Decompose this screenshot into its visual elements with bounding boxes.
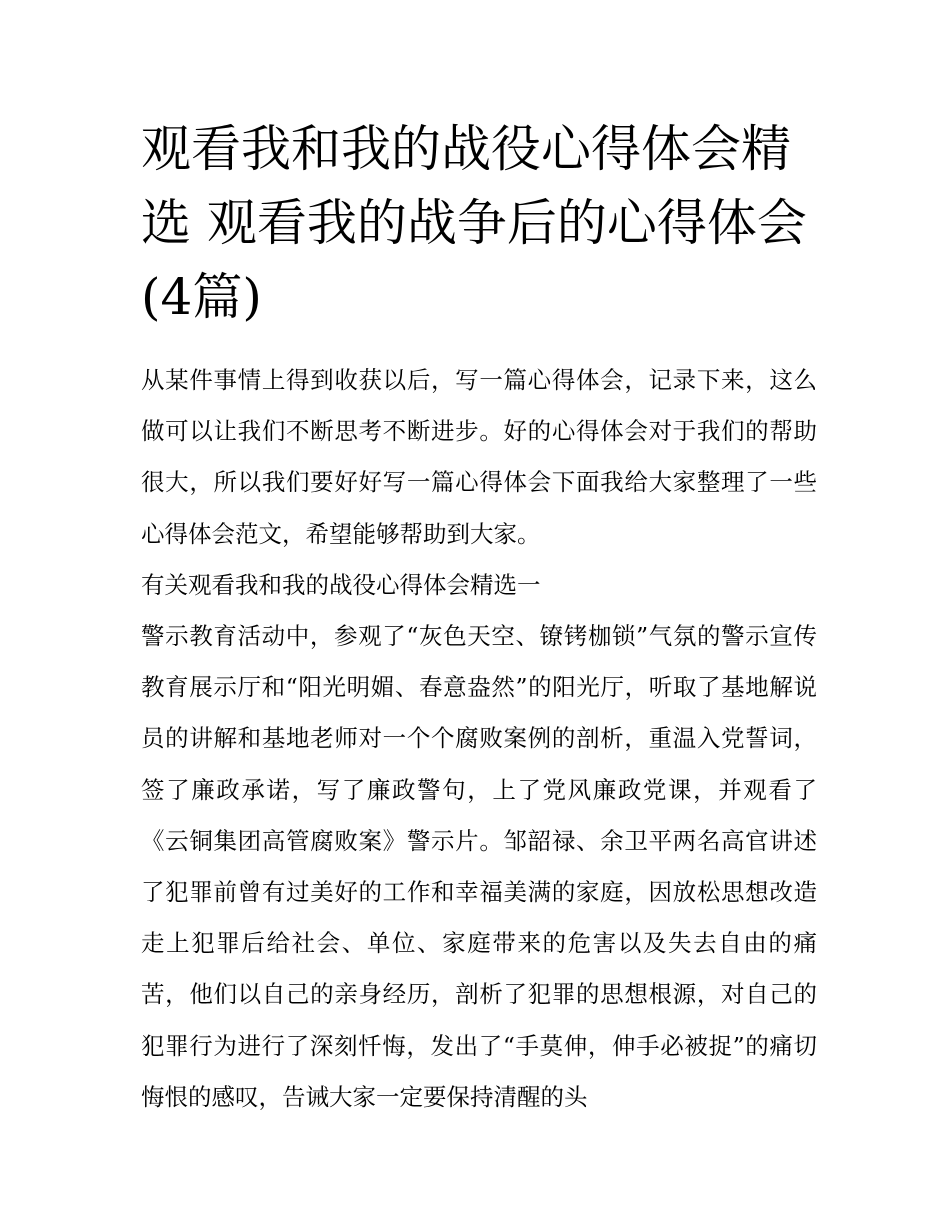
document-body: [141, 355, 817, 1123]
document-title: 观看我和我的战役心得体会精选 观看我的战争后的心得体会(4篇): [141, 120, 807, 326]
body-paragraph: 警示教育活动中，参观了“灰色天空、镣铐枷锁”气氛的警示宣传教育展示厅和“阳光明媚、春意盎然”的阳光厅，听取了基地解说员的讲解和基地老师对一个个腐败案例的剖析，重温入党誓词，签了廉政承诺，写了廉政警句，上了党风廉政党课，并观看了《云铜集团高管腐败案》警示片。邹韶禄、余卫平两名高官讲述了犯罪前曾有过美好的工作和幸福美满的家庭，因放松思想改造走上犯罪后给社会、单位、家庭带来的危害以及失去自由的痛苦，他们以自己的亲身经历，剖析了犯罪的思想根源，对自己的犯罪行为进行了深刻忏悔，发出了“手莫伸，伸手必被捉”的痛切悔恨的感叹，告诫大家一定要保持清醒的头: [141, 622, 817, 1111]
intro-paragraph: 从某件事情上得到收获以后，写一篇心得体会，记录下来，这么做可以让我们不断思考不断进步。好的心得体会对于我们的帮助很大，所以我们要好好写一篇心得体会下面我给大家整理了一些心得体会范文，希望能够帮助到大家。: [141, 366, 817, 548]
section-heading: 有关观看我和我的战役心得体会精选一: [141, 570, 541, 599]
